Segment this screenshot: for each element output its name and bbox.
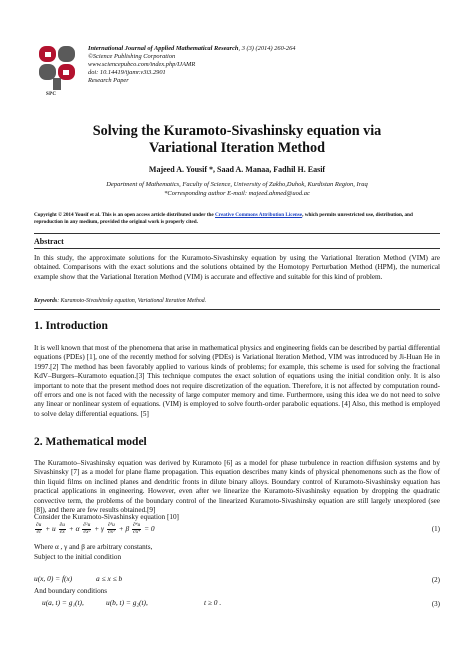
license-link[interactable]: Creative Commons Attribution License — [215, 212, 303, 218]
journal-ref: , 3 (3) (2014) 260-264 — [238, 45, 296, 52]
authors: Majeed A. Yousif *, Saad A. Manaa, Fadhil H. Easif — [148, 165, 326, 174]
copyright-notice — [34, 212, 440, 226]
title-line-2: Variational Iteration Method — [148, 140, 326, 156]
equation-2-number: (2) — [431, 576, 440, 584]
paper-type: Research Paper — [88, 77, 129, 84]
equation-1 — [34, 523, 440, 537]
equation-1-body: $\frac{\partial u}{\partial t}$ + u $\frac{\partial u}{\partial x}$ + α $\frac{\text{∂²u}}{\text{∂x²}}$ + γ $\frac{\text{∂³u}}{\text{∂x³}}$ + β $\frac{\text{∂⁴u}}{\text{∂x⁴}}$ = 0 — [36, 522, 155, 535]
equation-2-rhs: a ≤ x ≤ b — [96, 574, 123, 583]
equation-3-part-b: u(b, t) = g₂(t), — [106, 598, 148, 607]
keywords — [34, 298, 440, 304]
copyright-text: Copyright © 2014 Yousif et al. This is an open access article distributed under the — [34, 212, 216, 218]
equation-3-part-a: u(a, t) = g₁(t), — [42, 598, 84, 607]
corresponding-author: *Corresponding author E-mail: majeed.ahmed@uod.ac — [164, 189, 310, 197]
publisher-logo — [37, 44, 77, 92]
equation-2 — [34, 574, 440, 588]
equation-2-lhs: u(x, 0) = f(x) — [34, 574, 73, 583]
logo-label: SPC — [46, 92, 57, 97]
doi: doi: 10.14419/ijamr.v3i3.2901 — [88, 69, 166, 76]
abstract-heading: Abstract — [34, 237, 64, 246]
keywords-label: Keywords — [34, 298, 58, 304]
section-2-text: The Kuramoto–Sivashinsky equation was derived by Kuramoto [6] as a model for phase turbulence in reaction diffusion systems and by Sivashinsky [7] as a model for plane flame propagation. This equation describes many kinds of physical phenomenons such as the flow of thin liquid films on inclined planes and dendritic fronts in dilute binary alloys. Boundary control of Kuramoto-Sivashinsky equation has practical applications in engineering. However, even after we linearize the Kuramoto-Sivashinsky equation by dropping the quadratic convective term, the problems of the boundary control of the linearized Kuramoto-Sivashinsky equation are still largely unexplored (see [8]), and there are few results obtained.[9] — [34, 459, 440, 515]
equation-3 — [34, 598, 440, 612]
equation-1-number: (1) — [431, 525, 440, 533]
subject-line: Subject to the initial condition — [34, 553, 122, 561]
boundary-line: And boundary conditions — [34, 587, 108, 595]
section-2-heading: 2. Mathematical model — [34, 436, 147, 448]
title-line-1: Solving the Kuramoto-Sivashinsky equation via — [92, 123, 382, 139]
divider — [34, 248, 440, 249]
section-1-text: It is well known that most of the phenomena that arise in mathematical physics and engineering fields can be described by partial differential equations (PDEs) [1], one of the recently method for solving (PDEs) is Variational Iteration Method, VIM was introduced by Ji-Huan He in 1997.[2] The method has been favorably applied to various kinds of problems; for example, this scheme is used for solving the fractional KdV–Burgers–Kuramoto equation.[3] This technique computes the exact solution of equations using the initial condition only. It is also important to note that the present method does not require discretization of the equation. Therefore, it is not affected by computation round-off errors and one is not faced with the necessity of large computer memory and time. Furthermore, using this idea we do not need to solve any linear or nonlinear system of equations. (VIM) is employed to solve fourth-order parabolic equations. [4] Also, this method is employed to solve delay differential equations. [5] — [34, 344, 440, 418]
paper-title — [40, 123, 434, 157]
journal-name: International Journal of Applied Mathematical Research — [88, 45, 239, 52]
keywords-text: : Kuramoto-Sivashinsky equation, Variational Iteration Method. — [57, 298, 207, 304]
consider-line: Consider the Kuramoto-Sivashinsky equation [10] — [34, 513, 179, 521]
equation-3-part-c: t ≥ 0 . — [204, 598, 222, 607]
copyright-text-end: , which permits unrestricted use, distribution, and reproduction in any medium, provided the original work is properly cited. — [34, 212, 413, 225]
abstract-text: In this study, the approximate solutions for the Kuramoto-Sivashinsky equation by using the Variational Iteration Method (VIM) are obtained. Comparisons with the exact solutions and the solutions obtained by the Homotopy Perturbation Method (HPM), the numerical example show that the Variational Iteration Method (VIM) is accurate and effective and suitable for this kind of problem. — [34, 254, 440, 281]
divider — [34, 309, 440, 310]
where-line: Where α , γ and β are arbitrary constants, — [34, 543, 153, 551]
divider — [34, 233, 440, 234]
journal-url[interactable]: www.sciencepubco.com/index.php/IJAMR — [88, 61, 196, 68]
journal-info — [88, 45, 448, 85]
affiliation — [40, 181, 434, 198]
equation-3-number: (3) — [431, 600, 440, 608]
affiliation-dept: Department of Mathematics, Faculty of Science, University of Zakho,Duhok, Kurdistan Region, Iraq — [106, 181, 368, 188]
section-1-heading: 1. Introduction — [34, 320, 108, 332]
publisher: ©Science Publishing Corporation — [88, 53, 176, 60]
